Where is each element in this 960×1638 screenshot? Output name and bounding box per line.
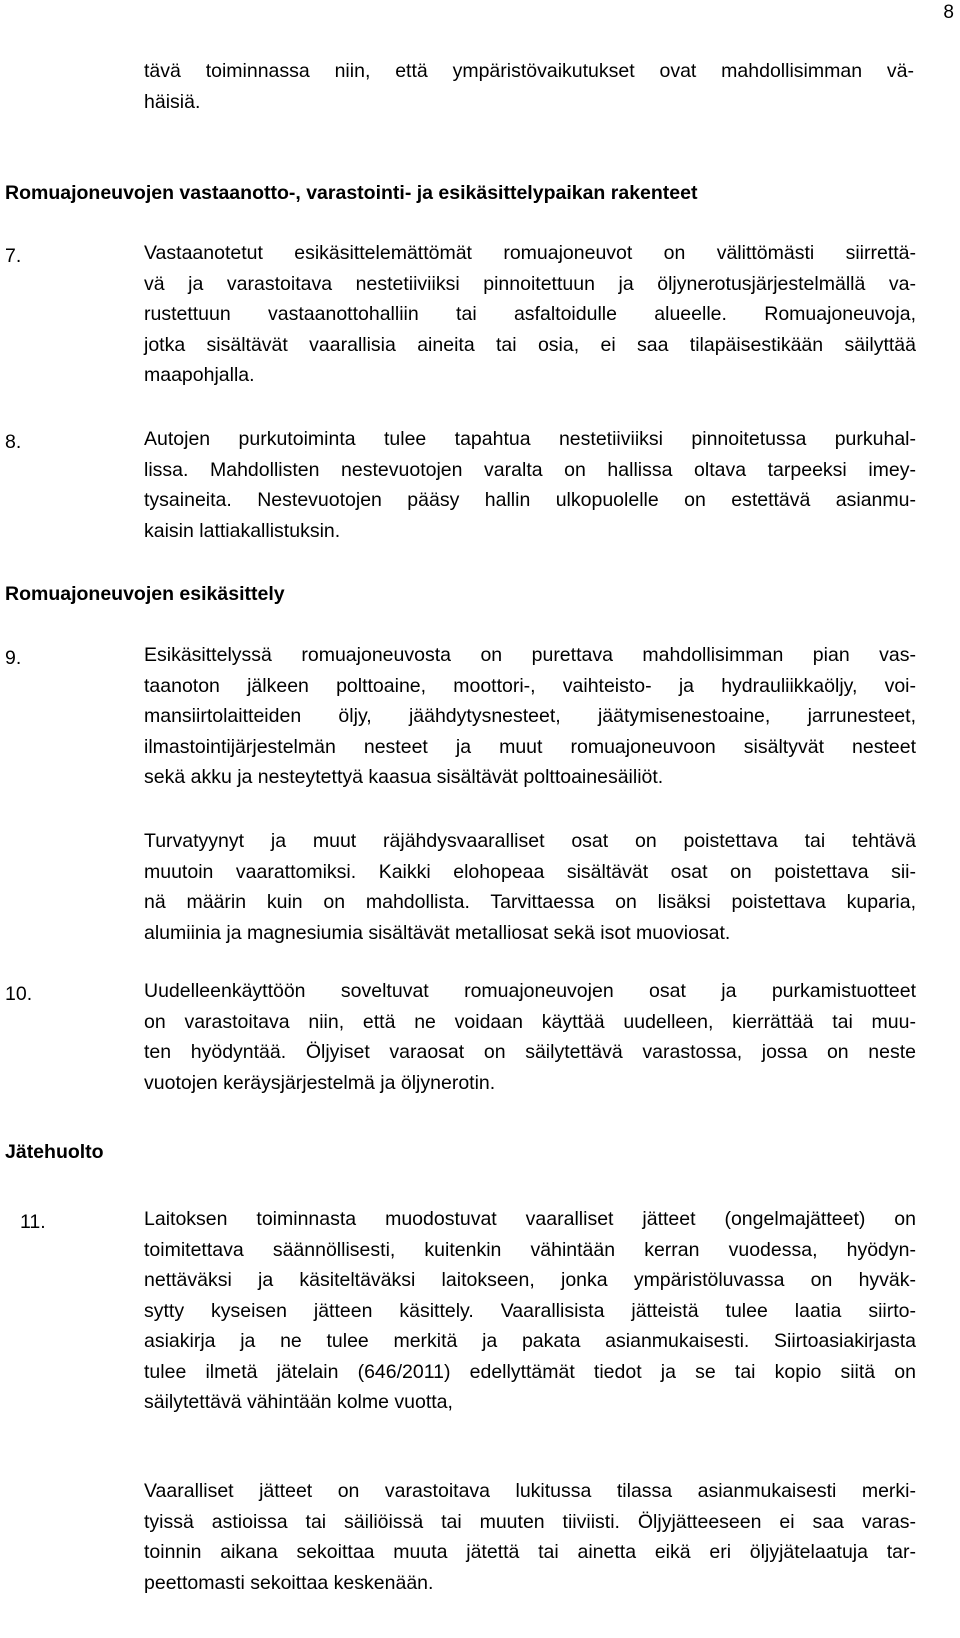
item-7-line: Vastaanotetut esikäsittelemättömät romuajoneuvot on välittömästi siirrettä- (144, 242, 916, 264)
item-7-line: vä ja varastoitava nestetiiviiksi pinnoitettuun ja öljynerotusjärjestelmällä va- (144, 272, 916, 295)
item-9-line: taanoton jälkeen polttoaine, moottori-, vaihteisto- ja hydrauliikkaöljy, voi- (144, 674, 916, 697)
item-11-line: sytty kyseisen jätteen käsittely. Vaarallisista jätteistä tulee laatia siirto- (144, 1299, 916, 1322)
item-9-line: ilmastointijärjestelmän nesteet ja muut romuajoneuvoon sisältyvät nesteet (144, 735, 916, 758)
item-8-paragraph (144, 424, 916, 546)
item-9-line: Esikäsittelyssä romuajoneuvosta on purettava mahdollisimman pian vas- (144, 644, 916, 666)
item-10-line: ten hyödyntää. Öljyiset varaosat on säilytettävä varastossa, jossa on neste (144, 1041, 916, 1063)
item-7-paragraph (144, 238, 916, 391)
section-heading-structures: Romuajoneuvojen vastaanotto-, varastointi- ja esikäsittelypaikan rakenteet (5, 182, 698, 204)
item-9-continuation-line: Turvatyynyt ja muut räjähdysvaaralliset osat on poistettava tai tehtävä (144, 830, 916, 852)
item-11-line: asiakirja ja ne tulee merkitä ja pakata asianmukaisesti. Siirtoasiakirjasta (144, 1330, 916, 1352)
item-9-continuation-line: muutoin vaarattomiksi. Kaikki elohopeaa sisältävät osat on poistettava sii- (144, 860, 916, 883)
item-8-line: tysaineita. Nestevuotojen pääsy hallin ulkopuolelle on estettävä asianmu- (144, 489, 916, 511)
item-11-continuation-paragraph (144, 1476, 916, 1598)
intro-line: häisiä. (144, 90, 201, 113)
item-9-line: mansiirtolaitteiden öljy, jäähdytysnesteet, jäätymisenestoaine, jarrunesteet, (144, 705, 916, 727)
section-heading-waste-management: Jätehuolto (5, 1141, 104, 1163)
item-10-paragraph (144, 976, 916, 1098)
item-11-line: säilytettävä vähintään kolme vuotta, (144, 1391, 453, 1413)
item-9-paragraph (144, 640, 916, 793)
item-10-line: Uudelleenkäyttöön soveltuvat romuajoneuvojen osat ja purkamistuotteet (144, 980, 916, 1002)
item-9-continuation-line: alumiinia ja magnesiumia sisältävät metalliosat sekä isot muoviosat. (144, 921, 731, 944)
page-number: 8 (943, 2, 954, 23)
item-9-continuation-line: nä määrin kuin on mahdollista. Tarvittaessa on lisäksi poistettava kuparia, (144, 891, 916, 913)
item-11-line: tulee ilmetä jätelain (646/2011) edellyttämät tiedot ja se tai kopio siitä on (144, 1360, 916, 1383)
item-11-continuation-line: tyissä astioissa tai säiliöissä tai muuten tiiviisti. Öljyjätteeseen ei saa varas- (144, 1510, 916, 1533)
intro-paragraph (144, 56, 914, 117)
item-11-line: toimitettava säännöllisesti, kuitenkin vähintään kerran vuodessa, hyödyn- (144, 1238, 916, 1261)
item-11-continuation-line: peettomasti sekoittaa keskenään. (144, 1571, 434, 1594)
item-7-line: maapohjalla. (144, 364, 255, 386)
item-11-line: nettäväksi ja käsiteltäväksi laitokseen, jonka ympäristöluvassa on hyväk- (144, 1269, 916, 1291)
item-number-8: 8. (5, 431, 22, 453)
intro-line: tävä toiminnassa niin, että ympäristövaikutukset ovat mahdollisimman vä- (144, 60, 914, 82)
section-heading-pretreatment: Romuajoneuvojen esikäsittely (5, 583, 285, 605)
item-7-line: jotka sisältävät vaarallisia aineita tai osia, ei saa tilapäisestikään säilyttää (144, 333, 916, 356)
item-number-10: 10. (5, 983, 33, 1005)
item-11-paragraph (144, 1204, 916, 1418)
item-8-line: Autojen purkutoiminta tulee tapahtua nestetiiviiksi pinnoitetussa purkuhal- (144, 428, 916, 450)
item-10-line: vuotojen keräysjärjestelmä ja öljynerotin. (144, 1071, 496, 1094)
item-8-line: kaisin lattiakallistuksin. (144, 519, 341, 542)
item-9-line: sekä akku ja nesteytettyä kaasua sisältävät polttoainesäiliöt. (144, 766, 664, 788)
item-11-continuation-line: toinnin aikana sekoittaa muuta jätettä tai ainetta eikä eri öljyjätelaatuja tar- (144, 1541, 916, 1563)
item-number-7: 7. (5, 245, 22, 267)
item-10-line: on varastoitava niin, että ne voidaan käyttää uudelleen, kierrättää tai muu- (144, 1010, 916, 1033)
item-8-line: lissa. Mahdollisten nestevuotojen varalta on hallissa oltava tarpeeksi imey- (144, 458, 916, 481)
item-number-11: 11. (20, 1211, 46, 1233)
item-7-line: rustettuun vastaanottohalliin tai asfaltoidulle alueelle. Romuajoneuvoja, (144, 303, 916, 325)
item-11-line: Laitoksen toiminnasta muodostuvat vaaralliset jätteet (ongelmajätteet) on (144, 1208, 916, 1230)
item-number-9: 9. (5, 647, 22, 669)
item-9-continuation-paragraph (144, 826, 916, 948)
item-11-continuation-line: Vaaralliset jätteet on varastoitava lukitussa tilassa asianmukaisesti merki- (144, 1480, 916, 1502)
